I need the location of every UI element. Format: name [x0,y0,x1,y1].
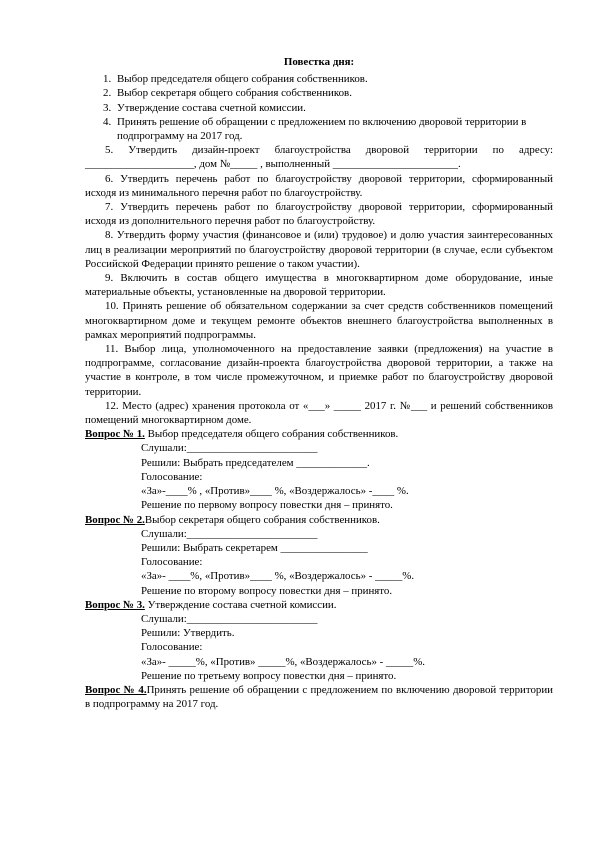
question-3-decided: Решили: Утвердить. [141,627,235,640]
question-3-heard: Слушали:________________________ [141,612,318,625]
agenda-item-5: 5. Утвердить дизайн-проект благоустройства дворовой территории по адресу: ____________________, дом №_____ , выполненный _______________________. [85,144,553,171]
question-3-result: Решение по третьему вопросу повестки дня – принято. [141,669,397,682]
question-2-heading: Вопрос № 2.Выбор секретаря общего собрания собственников. [85,513,380,526]
question-4-heading: Вопрос № 4.Принять решение об обращении с предложением по включению дворовой территории в подпрограмму на 2017 год. [85,683,553,711]
agenda-item-4: 4. Принять решение об обращении с предложением по включению дворовой территории в подпрограмму на 2017 год. [103,115,527,143]
question-1-decided: Решили: Выбрать председателем _____________. [141,456,370,469]
document-body [85,55,553,711]
agenda-item-8: 8. Утвердить форму участия (финансовое и (или) трудовое) и долю участия заинтересованных лиц в реализации мероприятий по благоустройству дворовой территории (в случае, если субъектом Российской Федерации принято решение о таком участии). [85,229,553,270]
question-1-heading: Вопрос № 1. Выбор председателя общего собрания собственников. [85,428,399,441]
agenda-item-11: 11. Выбор лица, уполномоченного на предоставление заявки (предложения) на участие в подпрограмме, согласование дизайн-проекта благоустройства дворовой территории, а также на участие в контроле, в том числе промежуточном, и приемке работ по благоустройству дворовой территории. [85,343,553,398]
question-2-decided: Решили: Выбрать секретарем ________________ [141,541,368,554]
question-3-voting: Голосование: [141,641,203,654]
agenda-item-2: 2. Выбор секретаря общего собрания собственников. [103,87,352,100]
agenda-item-9: 9. Включить в состав общего имущества в многоквартирном доме оборудование, иные материальные объекты, установленные на дворовой территории. [85,272,553,299]
question-3-heading: Вопрос № 3. Утверждение состава счетной комиссии. [85,598,337,611]
agenda-title: Повестка дня: [283,56,355,68]
question-1-heard: Слушали:________________________ [141,442,318,455]
agenda-item-10: 10. Принять решение об обязательном содержании за счет средств собственников помещений многоквартирном доме и текущем ремонте объектов внешнего благоустройства выполненных в рамках мероприятий подпрограммы. [85,300,553,341]
question-2-heard: Слушали:________________________ [141,527,318,540]
agenda-item-3: 3. Утверждение состава счетной комиссии. [103,101,306,114]
agenda-item-12: 12. Место (адрес) хранения протокола от «___» _____ 2017 г. №___ и решений собственников помещений многоквартирном доме. [85,399,553,427]
question-2-voting: Голосование: [141,556,203,569]
agenda-item-6: 6. Утвердить перечень работ по благоустройству дворовой территории, сформированный исходя из минимального перечня работ по благоустройству. [85,172,553,199]
question-2-votes: «За»- ____%, «Против»____ %, «Воздержалось» - _____%. [141,570,415,583]
question-2-result: Решение по второму вопросу повестки дня – принято. [141,584,393,597]
question-1-result: Решение по первому вопросу повестки дня – принято. [141,499,393,512]
agenda-item-7: 7. Утвердить перечень работ по благоустройству дворовой территории, сформированный исходя из дополнительного перечня работ по благоустройству. [85,201,553,228]
agenda-item-1: 1. Выбор председателя общего собрания собственников. [103,73,368,86]
question-1-voting: Голосование: [141,470,203,483]
question-1-votes: «За»-____% , «Против»____ %, «Воздержалось» -____ %. [141,485,409,498]
question-3-votes: «За»- _____%, «Против» _____%, «Воздержалось» - _____%. [141,655,425,668]
